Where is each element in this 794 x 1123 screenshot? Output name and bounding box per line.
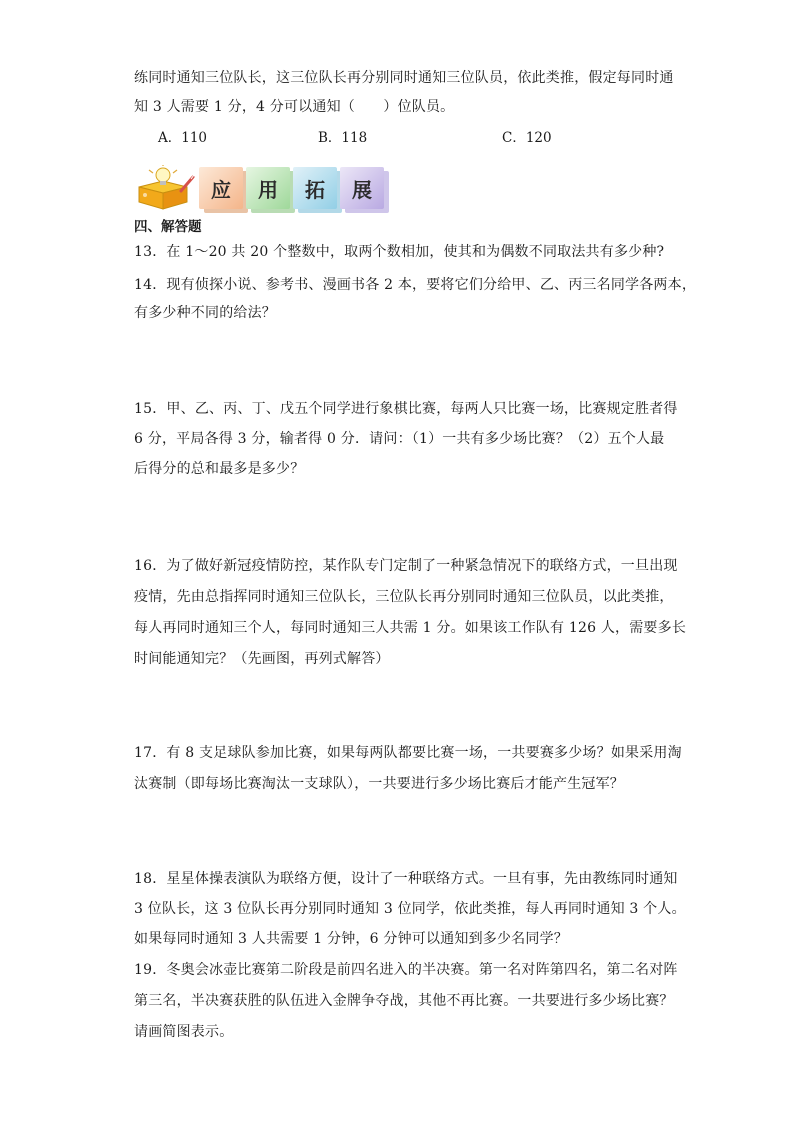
banner-tile-3: 拓	[293, 167, 337, 209]
q13-line-1: 13．在 1～20 共 20 个整数中，取两个数相加，使其和为偶数不同取法共有多少种?	[134, 244, 665, 260]
q19-line-3: 请画简图表示。	[134, 1024, 234, 1040]
banner-tile-1: 应	[199, 167, 243, 209]
banner-tile-4: 展	[340, 167, 384, 209]
application-extension-banner	[133, 165, 383, 211]
q18-line-1: 18．星星体操表演队为联络方便，设计了一种联络方式。一旦有事，先由教练同时通知	[134, 871, 678, 887]
q16-line-3: 每人再同时通知三个人，每同时通知三人共需 1 分。如果该工作队有 126 人，需要多长	[134, 620, 687, 636]
q15-line-1: 15．甲、乙、丙、丁、戊五个同学进行象棋比赛，每两人只比赛一场，比赛规定胜者得	[134, 401, 678, 417]
q12-line-2: 知 3 人需要 1 分，4 分可以通知（ ）位队员。	[134, 99, 455, 115]
q18-line-3: 如果每同时通知 3 人共需要 1 分钟，6 分钟可以通知到多少名同学？	[134, 931, 568, 947]
q17-line-2: 汰赛制（即每场比赛淘汰一支球队），一共要进行多少场比赛后才能产生冠军？	[134, 776, 624, 792]
q14-line-1: 14．现有侦探小说、参考书、漫画书各 2 本，要将它们分给甲、乙、丙三名同学各两本，	[134, 277, 697, 293]
q19-line-2: 第三名，半决赛获胜的队伍进入金牌争夺战，其他不再比赛。一共要进行多少场比赛？	[134, 993, 674, 1009]
q15-line-2: 6 分，平局各得 3 分，输者得 0 分．请问：（1）一共有多少场比赛？（2）五个人最	[134, 431, 665, 447]
q17-line-1: 17．有 8 支足球队参加比赛，如果每两队都要比赛一场，一共要赛多少场？如果采用淘	[134, 745, 682, 761]
q16-line-1: 16．为了做好新冠疫情防控，某作队专门定制了一种紧急情况下的联络方式，一旦出现	[134, 558, 678, 574]
q19-line-1: 19．冬奥会冰壶比赛第二阶段是前四名进入的半决赛。第一名对阵第四名，第二名对阵	[134, 962, 678, 978]
q12-option-c: C．120	[502, 130, 552, 146]
q16-line-4: 时间能通知完？（先画图，再列式解答）	[134, 651, 390, 667]
q18-line-2: 3 位队长，这 3 位队长再分别同时通知 3 位同学，依此类推，每人再同时通知 3 个人。	[134, 901, 686, 917]
q15-line-3: 后得分的总和最多是多少？	[134, 461, 305, 477]
q12-line-1: 练同时通知三位队长，这三位队长再分别同时通知三位队员，依此类推，假定每同时通	[134, 70, 674, 86]
q16-line-2: 疫情，先由总指挥同时通知三位队长，三位队长再分别同时通知三位队员，以此类推，	[134, 589, 674, 605]
q14-line-2: 有多少种不同的给法？	[134, 305, 276, 321]
lightbulb-box-icon	[133, 165, 195, 211]
banner-tile-2: 用	[246, 167, 290, 209]
section-title: 四、解答题	[134, 219, 202, 235]
q12-option-b: B．118	[318, 130, 368, 146]
q12-option-a: A．110	[158, 130, 208, 146]
